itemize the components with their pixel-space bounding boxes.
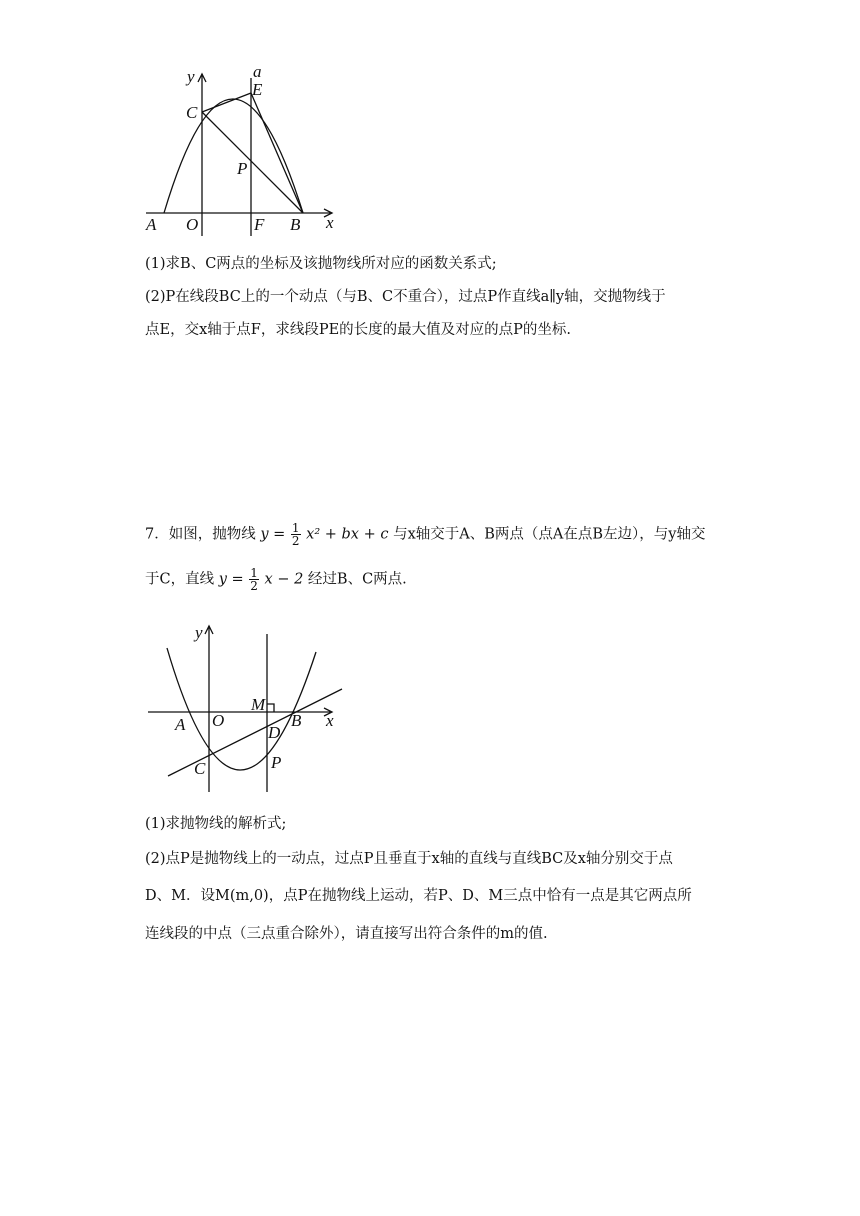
label-a-point: A xyxy=(146,215,157,234)
parabola xyxy=(167,648,316,770)
label-f: F xyxy=(254,215,265,234)
q7-line2-a: 于C，直线 xyxy=(145,571,215,588)
q7-eq2-fraction xyxy=(249,567,259,592)
q7-line2 xyxy=(145,567,407,592)
q7-eq2-rest: x − 2 xyxy=(264,571,304,588)
label-a: a xyxy=(253,62,262,81)
label-o: O xyxy=(212,711,225,730)
label-c: C xyxy=(194,759,206,778)
q7-eq1-rest: x² + bx + c xyxy=(306,526,389,543)
figure-1-parabola-diagram xyxy=(140,60,350,240)
q6-part1: (1)求B、C两点的坐标及该抛物线所对应的函数关系式; xyxy=(145,256,497,272)
q7-part2-line1: (2)点P是抛物线上的一动点，过点P且垂直于x轴的直线与直线BC及x轴分别交于点 xyxy=(145,851,673,867)
q7-number: 7． xyxy=(145,526,169,543)
label-y: y xyxy=(187,67,195,86)
q7-eq2-numerator: 1 xyxy=(250,566,258,580)
q6-part2-line2: 点E，交x轴于点F，求线段PE的长度的最大值及对应的点P的坐标. xyxy=(145,322,572,338)
q7-line2-b: 经过B、C两点. xyxy=(307,571,407,588)
figure-2-parabola-diagram xyxy=(140,620,350,800)
q7-eq1-y: y = xyxy=(260,526,286,543)
q6-part2-line1: (2)P在线段BC上的一个动点（与B、C不重合），过点P作直线a∥y轴，交抛物线于 xyxy=(145,289,666,305)
label-m: M xyxy=(251,695,266,714)
q7-eq1-denominator: 2 xyxy=(291,534,300,548)
label-b: B xyxy=(290,215,301,234)
label-p: P xyxy=(237,159,248,178)
q7-part2-line3: 连线段的中点（三点重合除外），请直接写出符合条件的m的值. xyxy=(145,926,548,942)
q7-eq2-denominator: 2 xyxy=(250,579,258,593)
q7-eq1-fraction xyxy=(291,522,301,547)
label-e: E xyxy=(252,80,263,99)
label-b: B xyxy=(291,711,302,730)
segment-cb xyxy=(202,112,303,213)
q7-intro-b: 与x轴交于A、B两点（点A在点B左边），与y轴交 xyxy=(393,526,706,543)
label-o: O xyxy=(186,215,199,234)
label-x: x xyxy=(326,213,334,232)
label-x: x xyxy=(326,711,334,730)
q7-eq1-numerator: 1 xyxy=(291,521,300,535)
label-d: D xyxy=(268,723,281,742)
label-c: C xyxy=(186,103,198,122)
segment-eb xyxy=(251,93,303,213)
q7-part1: (1)求抛物线的解析式; xyxy=(145,816,287,832)
q7-eq2-y: y = xyxy=(218,571,244,588)
label-a: A xyxy=(175,715,186,734)
label-p: P xyxy=(271,753,282,772)
label-y: y xyxy=(195,623,203,642)
q7-part2-line2: D、M．设M(m,0)，点P在抛物线上运动，若P、D、M三点中恰有一点是其它两点所 xyxy=(145,888,692,904)
right-angle-mark xyxy=(267,704,274,712)
parabola xyxy=(164,99,303,213)
q7-intro-a: 如图，抛物线 xyxy=(168,526,256,543)
q7-line1 xyxy=(145,522,705,547)
